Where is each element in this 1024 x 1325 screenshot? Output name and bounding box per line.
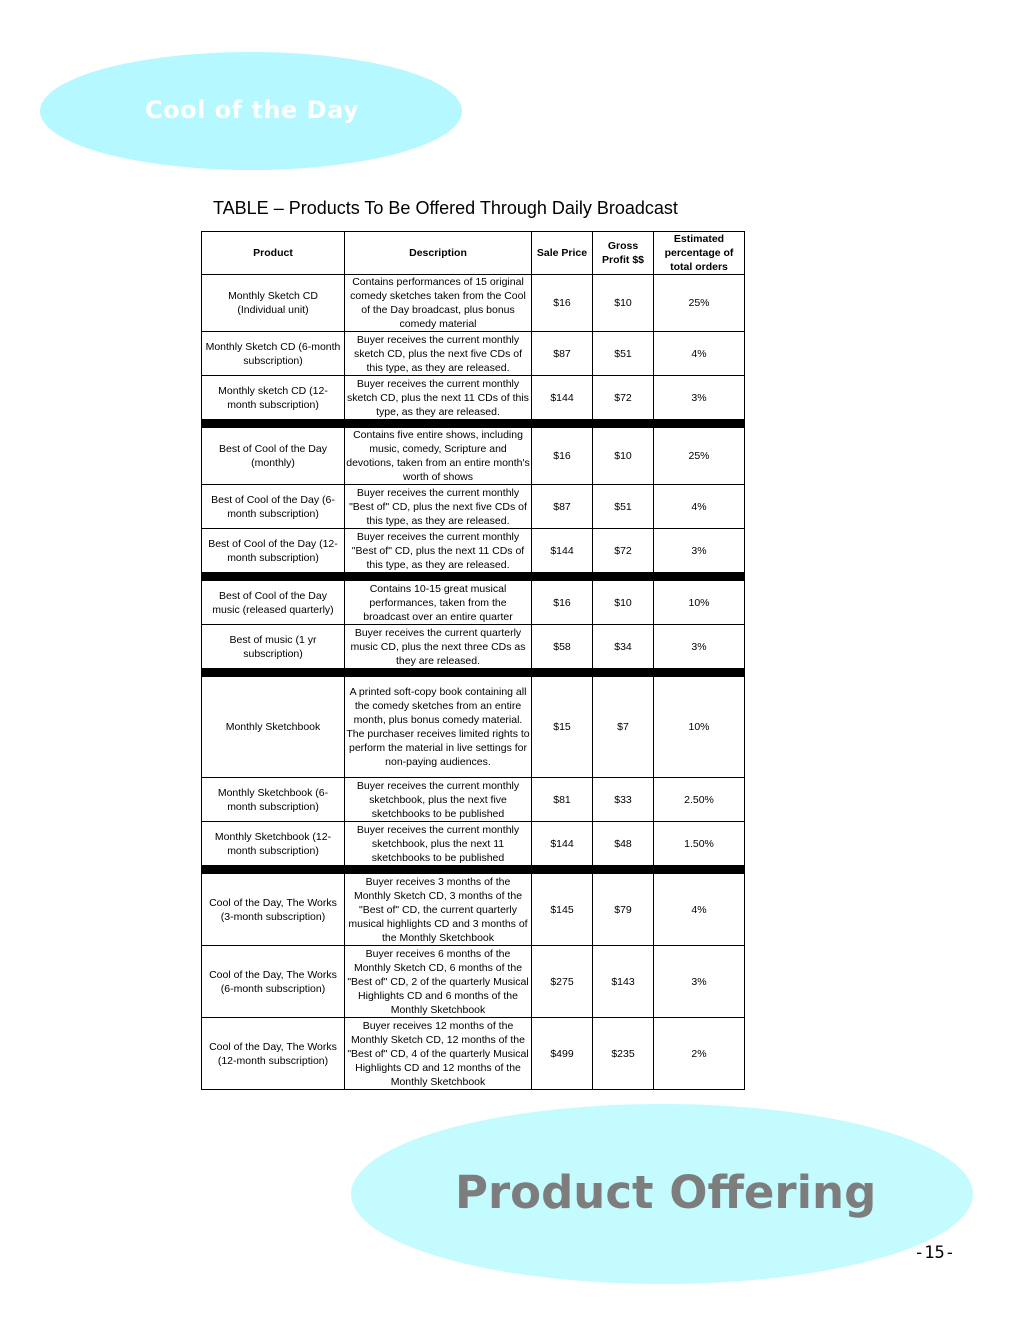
separator-bar [202, 669, 745, 677]
cell-description: Buyer receives the current quarterly music CD, plus the next three CDs as they are released. [345, 625, 532, 669]
products-table [201, 231, 745, 1090]
cell-sale-price: $144 [532, 376, 593, 420]
cell-product: Cool of the Day, The Works (3-month subscription) [202, 874, 345, 946]
table-row [202, 822, 745, 866]
separator-bar [202, 420, 745, 428]
cell-gross-profit: $51 [593, 485, 654, 529]
table-row [202, 874, 745, 946]
table-row [202, 946, 745, 1018]
column-header-estimated-percentage: Estimated percentage of total orders [654, 232, 745, 275]
separator-bar [202, 866, 745, 874]
cell-gross-profit: $143 [593, 946, 654, 1018]
cell-description: Buyer receives the current monthly sketchbook, plus the next five sketchbooks to be published [345, 778, 532, 822]
cell-product: Best of Cool of the Day (12-month subscription) [202, 529, 345, 573]
cell-estimated-percentage: 25% [654, 428, 745, 485]
cell-description: Buyer receives the current monthly sketch CD, plus the next five CDs of this type, as they are released. [345, 332, 532, 376]
table-row [202, 485, 745, 529]
cell-description: Buyer receives 6 months of the Monthly Sketch CD, 6 months of the "Best of" CD, 2 of the quarterly Musical Highlights CD and 6 months of the Monthly Sketchbook [345, 946, 532, 1018]
cell-gross-profit: $48 [593, 822, 654, 866]
table-row [202, 625, 745, 669]
cell-estimated-percentage: 1.50% [654, 822, 745, 866]
group-separator [202, 420, 745, 428]
cell-gross-profit: $72 [593, 529, 654, 573]
cell-product: Monthly Sketchbook (6-month subscription) [202, 778, 345, 822]
section-title: Product Offering [455, 1166, 877, 1219]
table-body [202, 275, 745, 1090]
cell-gross-profit: $10 [593, 581, 654, 625]
cell-estimated-percentage: 2% [654, 1018, 745, 1090]
table-row [202, 275, 745, 332]
table-row [202, 332, 745, 376]
cell-product: Monthly sketch CD (12-month subscription) [202, 376, 345, 420]
cell-gross-profit: $51 [593, 332, 654, 376]
cell-estimated-percentage: 3% [654, 625, 745, 669]
group-separator [202, 669, 745, 677]
cell-gross-profit: $7 [593, 677, 654, 778]
cell-description: Buyer receives the current monthly "Best of" CD, plus the next five CDs of this type, as they are released. [345, 485, 532, 529]
cell-sale-price: $81 [532, 778, 593, 822]
cell-product: Monthly Sketchbook (12-month subscription) [202, 822, 345, 866]
cell-product: Monthly Sketchbook [202, 677, 345, 778]
table-row [202, 376, 745, 420]
cell-sale-price: $16 [532, 428, 593, 485]
cell-estimated-percentage: 2.50% [654, 778, 745, 822]
cell-description: Buyer receives the current monthly "Best of" CD, plus the next 11 CDs of this type, as they are released. [345, 529, 532, 573]
cell-gross-profit: $10 [593, 428, 654, 485]
column-header-description: Description [345, 232, 532, 275]
group-separator [202, 573, 745, 581]
cell-gross-profit: $33 [593, 778, 654, 822]
cell-product: Monthly Sketch CD (6-month subscription) [202, 332, 345, 376]
cell-product: Best of music (1 yr subscription) [202, 625, 345, 669]
cell-sale-price: $16 [532, 581, 593, 625]
cell-gross-profit: $10 [593, 275, 654, 332]
cell-description: Contains five entire shows, including music, comedy, Scripture and devotions, taken from an entire month's worth of shows [346, 429, 530, 483]
table-header-row [202, 232, 745, 275]
cell-product: Best of Cool of the Day (monthly) [202, 428, 345, 485]
cell-estimated-percentage: 3% [654, 946, 745, 1018]
table-row [202, 1018, 745, 1090]
column-header-gross-profit: Gross Profit $$ [593, 232, 654, 275]
group-separator [202, 866, 745, 874]
cell-description: Contains performances of 15 original comedy sketches taken from the Cool of the Day broadcast, plus bonus comedy material [345, 275, 532, 332]
cell-description: Buyer receives 12 months of the Monthly Sketch CD, 12 months of the "Best of" CD, 4 of the quarterly Musical Highlights CD and 12 months of the Monthly Sketchbook [345, 1018, 532, 1090]
cell-description: A printed soft-copy book containing all the comedy sketches from an entire month, plus bonus comedy material. The purchaser receives limited rights to perform the material in live settings for non-paying audiences. [345, 677, 532, 778]
cell-description: Buyer receives the current monthly sketch CD, plus the next 11 CDs of this type, as they are released. [345, 376, 532, 420]
table-row [202, 677, 745, 778]
cell-sale-price: $275 [532, 946, 593, 1018]
cell-sale-price: $499 [532, 1018, 593, 1090]
cell-sale-price: $16 [532, 275, 593, 332]
brand-title: Cool of the Day [145, 96, 360, 124]
table-row [202, 428, 745, 485]
cell-product: Cool of the Day, The Works (6-month subscription) [202, 946, 345, 1018]
cell-gross-profit: $34 [593, 625, 654, 669]
cell-gross-profit: $72 [593, 376, 654, 420]
table-caption: TABLE – Products To Be Offered Through Daily Broadcast [213, 198, 678, 218]
column-header-sale-price: Sale Price [532, 232, 593, 275]
cell-estimated-percentage: 3% [654, 529, 745, 573]
cell-description: Buyer receives the current monthly sketchbook, plus the next 11 sketchbooks to be published [345, 822, 532, 866]
cell-product: Monthly Sketch CD (Individual unit) [202, 275, 345, 332]
cell-sale-price: $15 [532, 677, 593, 778]
cell-product: Best of Cool of the Day music (released quarterly) [202, 581, 345, 625]
cell-estimated-percentage: 4% [654, 874, 745, 946]
cell-sale-price: $87 [532, 332, 593, 376]
cell-estimated-percentage: 3% [654, 376, 745, 420]
cell-description: Buyer receives 3 months of the Monthly Sketch CD, 3 months of the "Best of" CD, the current quarterly musical highlights CD and 3 months of the Monthly Sketchbook [345, 874, 532, 946]
cell-gross-profit: $79 [593, 874, 654, 946]
cell-estimated-percentage: 25% [654, 275, 745, 332]
cell-sale-price: $87 [532, 485, 593, 529]
table-row [202, 581, 745, 625]
cell-gross-profit: $235 [593, 1018, 654, 1090]
cell-estimated-percentage: 4% [654, 485, 745, 529]
cell-estimated-percentage: 10% [654, 677, 745, 778]
page-number: -15- [914, 1243, 955, 1263]
cell-description: Contains 10-15 great musical performances, taken from the broadcast over an entire quarter [345, 581, 532, 625]
cell-product: Best of Cool of the Day (6-month subscription) [202, 485, 345, 529]
cell-sale-price: $145 [532, 874, 593, 946]
separator-bar [202, 573, 745, 581]
cell-estimated-percentage: 10% [654, 581, 745, 625]
cell-estimated-percentage: 4% [654, 332, 745, 376]
table-row [202, 778, 745, 822]
table-row [202, 529, 745, 573]
cell-sale-price: $144 [532, 822, 593, 866]
cell-sale-price: $58 [532, 625, 593, 669]
cell-product: Cool of the Day, The Works (12-month subscription) [202, 1018, 345, 1090]
cell-sale-price: $144 [532, 529, 593, 573]
column-header-product: Product [202, 232, 345, 275]
